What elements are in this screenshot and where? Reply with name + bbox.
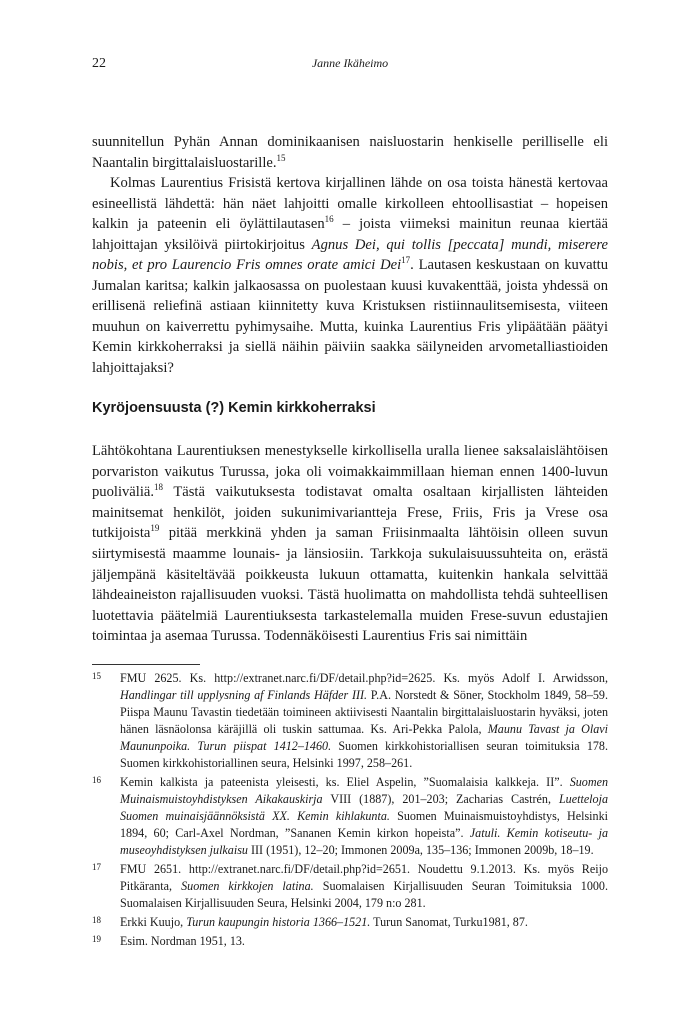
footnote-16: 16 Kemin kalkista ja pateenista yleisesti, ks. Eliel Aspelin, ”Suomalaisia kalkkeja. II”. Suomen Muinaismuistoyhdistyksen Aikakauskirja VIII (1887), 201–203; Zacharias Castrén, Luetteloja Suomen muinaisjäännöksistä XX. Kemin kihlakunta. Suomen Muinaismuistoyhdistys, Helsinki 1894, 60; Carl-Axel Nordman, ”Sananen Kemin kirkon hopeista”. Jatuli. Kemin kotiseutu- ja museoyhdistyksen julkaisu III (1951), 12–20; Immonen 2009a, 135–136; Immonen 2009b, 18–19. [92, 775, 608, 857]
footnote-number: 17 [92, 862, 101, 872]
body-text-top [92, 132, 608, 378]
paragraph-3: Lähtökohtana Laurentiuksen menestykselle kirkollisella uralla lienee saksalaislähtöisen porvariston vaikutus Turussa, joka oli voimakkaimmillaan hieman ennen 1400-luvun puoliväliä.$^{18}$ Tästä vaikutuksesta todistavat omalta osaltaan kirjallisten lähteiden mainitsemat henkilöt, joiden sukunimivariantteja Frese, Friis, Fris ja Vrese osa tutkijoista$^{19}$ pitää merkkinä yhden ja saman Friisinmaalta lähtöisin olleen suvun siirtymisestä maamme lounais- ja länsiosiin. Tarkkoja sukulaisuussuhteita on, erästä jäljempänä käsiteltävää poikkeusta lukuun ottamatta, kuitenkin hankala selvittää lähdeaineiston rajallisuuden vuoksi. Tästä huolimatta on mahdollista tehdä suhteellisen luotettavia päätelmiä Laurentiuksesta tarkastelemalla muiden Frese-suvun edustajien toimintaa ja asemaa Turussa. Todennäköisesti Laurentius Fris sai nimittäin [92, 443, 608, 645]
footnote-ref-19: 19 [150, 523, 160, 534]
footnote-ref-18: 18 [154, 482, 164, 493]
footnote-15: 15 FMU 2625. Ks. http://extranet.narc.fi/DF/detail.php?id=2625. Ks. myös Adolf I. Arwidsson, Handlingar till upplysning af Finlands Häfder III. P.A. Norstedt & Söner, Stockholm 1849, 58–59. Piispa Maunu Tavastin tiedetään toimineen aktiivisesti Naantalin birgittalaisluostarin hyväksi, joten hänen läsnäolonsa käräjillä oli tuskin sattumaa. Ks. Ari-Pekka Palola, Maunu Tavast ja Olavi Maununpoika. Turun piispat 1412–1460. Suomen kirkkohistoriallisen seuran toimituksia 178. Suomen kirkkohistoriallinen seura, Helsinki 1997, 258–261. [92, 671, 608, 770]
footnote-number: 15 [92, 671, 101, 681]
page-number: 22 [92, 56, 106, 71]
paragraph-2: Kolmas Laurentius Frisistä kertova kirjallinen lähde on osa toista hänestä kertovaa esineellistä lähdettä: hän näet lahjoitti omalle kirkolleen ehtoollisastiat – hopeisen kalkin ja pateenin eli öylättilautasen$^{16}$ – joista viimeksi mainitun reunaa kiertää lahjoittajan yksilöivä piirtokirjoitus Agnus Dei, qui tollis [peccata] mundi, miserere nobis, et pro Laurencio Fris omnes orate amici Dei$^{17}$. Lautasen keskustaan on kuvattu Jumalan karitsa; kalkin jalkaosassa on puolestaan kuusi kuvakenttää, joista yhdessä on erillisenä reliefinä astiaan kiinnitetty kuva Kristuksen ristiinnaulitsemisesta, viiteen muuhun on kaiverrettu pyhimysaihe. Mutta, kuinka Laurentius Fris ylipäätään päätyi Kemin kirkkoherraksi ja siellä näihin päiviin saakka säilyneiden arvometalliastioiden lahjoittajaksi? [92, 175, 608, 376]
footnote-19: 19 Esim. Nordman 1951, 13. [92, 934, 245, 948]
footnote-ref-17: 17 [401, 255, 411, 266]
footnote-ref-15: 15 [276, 152, 286, 163]
footnote-18: 18 Erkki Kuujo, Turun kaupungin historia 1366–1521. Turun Sanomat, Turku1981, 87. [92, 915, 528, 929]
page-header [92, 56, 608, 74]
running-head: Janne Ikäheimo [311, 56, 389, 70]
footnote-17: 17 FMU 2651. http://extranet.narc.fi/DF/detail.php?id=2651. Noudettu 9.1.2013. Ks. myös Reijo Pitkäranta, Suomen kirkkojen latina. Suomalaisen Kirjallisuuden Seuran Toimituksia 1000. Suomalaisen Kirjallisuuden Seura, Helsinki 2004, 179 n:o 281. [92, 862, 609, 910]
section-heading: Kyröjoensuusta (?) Kemin kirkkoherraksi [92, 400, 376, 416]
paragraph-1: suunnitellun Pyhän Annan dominikaanisen naisluostarin henkiselle perilliselle eli Naantalin birgittalaisluostarille.$^{15}$ [92, 134, 608, 171]
footnote-ref-16: 16 [324, 214, 334, 225]
footnote-number: 16 [92, 775, 101, 785]
footnote-separator [92, 664, 200, 665]
footnotes [92, 670, 608, 952]
latin-inscription: Agnus Dei, qui tollis [peccata] mundi, miserere nobis, et pro Laurencio Fris omnes orate amici Dei [92, 236, 608, 273]
footnote-number: 19 [92, 934, 101, 944]
footnote-number: 18 [92, 915, 101, 925]
